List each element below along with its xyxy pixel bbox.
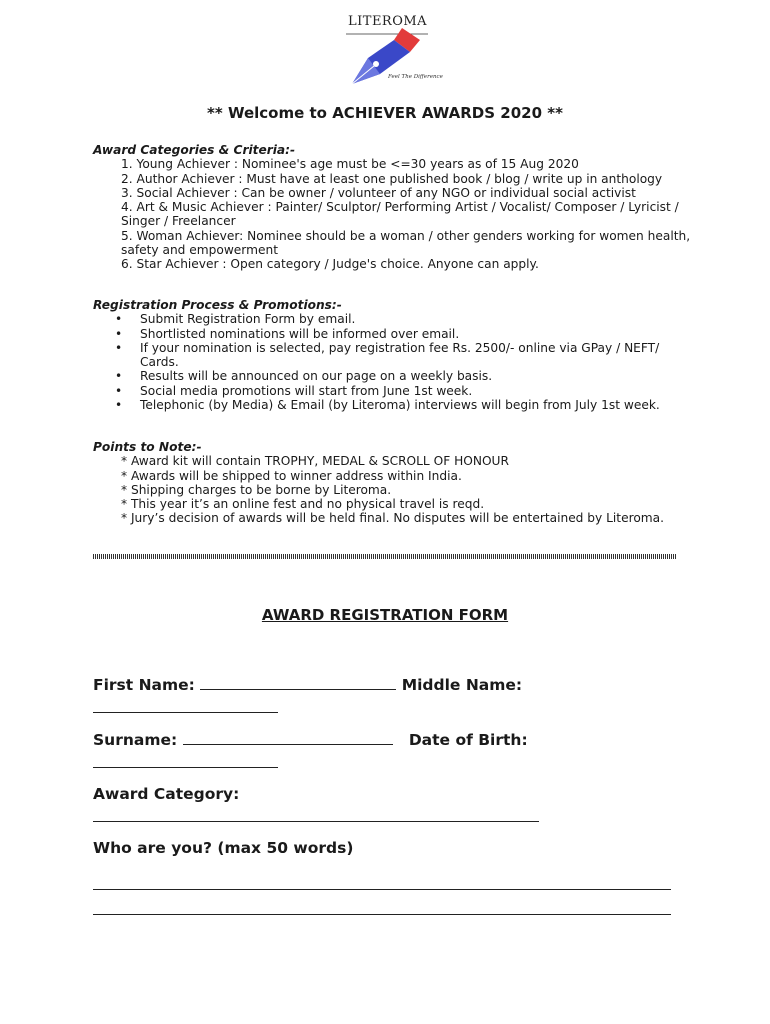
award-category-label: Award Category: (93, 785, 240, 803)
note-item: * Jury’s decision of awards will be held final. No disputes will be entertained by Literoma. (121, 511, 664, 526)
surname-field[interactable] (183, 730, 393, 745)
who-are-you-line-2[interactable] (93, 914, 671, 915)
form-title: AWARD REGISTRATION FORM (261, 606, 509, 624)
logo-tagline: Feel The Difference (388, 74, 443, 80)
first-name-field[interactable] (200, 675, 396, 690)
award-category-field[interactable] (93, 821, 539, 822)
surname-label: Surname: (93, 731, 178, 749)
category-item: 2. Author Achiever : Must have at least one published book / blog / write up in anthology (121, 171, 663, 186)
category-item: 5. Woman Achiever: Nominee should be a woman / other genders working for women health, safety and empowerment (121, 228, 691, 258)
first-name-row (93, 675, 522, 694)
award-categories-section (93, 143, 693, 272)
middle-name-field[interactable] (93, 712, 278, 713)
note-item: * Awards will be shipped to winner address within India. (121, 468, 462, 483)
category-item: 3. Social Achiever : Can be owner / volunteer of any NGO or individual social activist (121, 185, 636, 200)
who-are-you-line-1[interactable] (93, 889, 671, 890)
process-item: • Telephonic (by Media) & Email (by Literoma) interviews will begin from July 1st week. (93, 398, 660, 412)
note-item: * Award kit will contain TROPHY, MEDAL & SCROLL OF HONOUR (121, 454, 509, 469)
process-heading: Registration Process & Promotions:- (93, 298, 342, 312)
notes-heading: Points to Note:- (93, 440, 202, 454)
dob-label: Date of Birth: (408, 731, 528, 749)
middle-name-label: Middle Name: (401, 676, 523, 694)
registration-process-section (93, 298, 693, 412)
logo-brand-text: LITEROMA (348, 14, 428, 29)
process-item: • Submit Registration Form by email. (93, 312, 693, 326)
process-item: • Results will be announced on our page on a weekly basis. (93, 369, 693, 383)
points-to-note-section (93, 440, 693, 526)
surname-row (93, 730, 528, 749)
first-name-label: First Name: (93, 676, 195, 694)
literoma-logo (340, 12, 443, 90)
welcome-heading: ** Welcome to ACHIEVER AWARDS 2020 ** (207, 104, 563, 122)
process-item: • If your nomination is selected, pay registration fee Rs. 2500/- online via GPay / NEFT/ Cards. (93, 341, 660, 370)
note-item: * This year it’s an online fest and no physical travel is reqd. (121, 497, 485, 512)
dob-field[interactable] (93, 767, 278, 768)
process-item: • Social media promotions will start from June 1st week. (93, 384, 693, 398)
category-item: 1. Young Achiever : Nominee's age must be <=30 years as of 15 Aug 2020 (121, 157, 579, 172)
process-item: • Shortlisted nominations will be informed over email. (93, 327, 693, 341)
who-are-you-label: Who are you? (max 50 words) (93, 839, 354, 857)
dotted-divider (93, 554, 677, 559)
category-item: 4. Art & Music Achiever : Painter/ Sculptor/ Performing Artist / Vocalist/ Composer / Lyricist / Singer / Freelancer (121, 200, 679, 229)
note-item: * Shipping charges to be borne by Literoma. (121, 482, 392, 497)
categories-heading: Award Categories & Criteria:- (93, 143, 296, 157)
category-item: 6. Star Achiever : Open category / Judge's choice. Anyone can apply. (121, 257, 539, 272)
